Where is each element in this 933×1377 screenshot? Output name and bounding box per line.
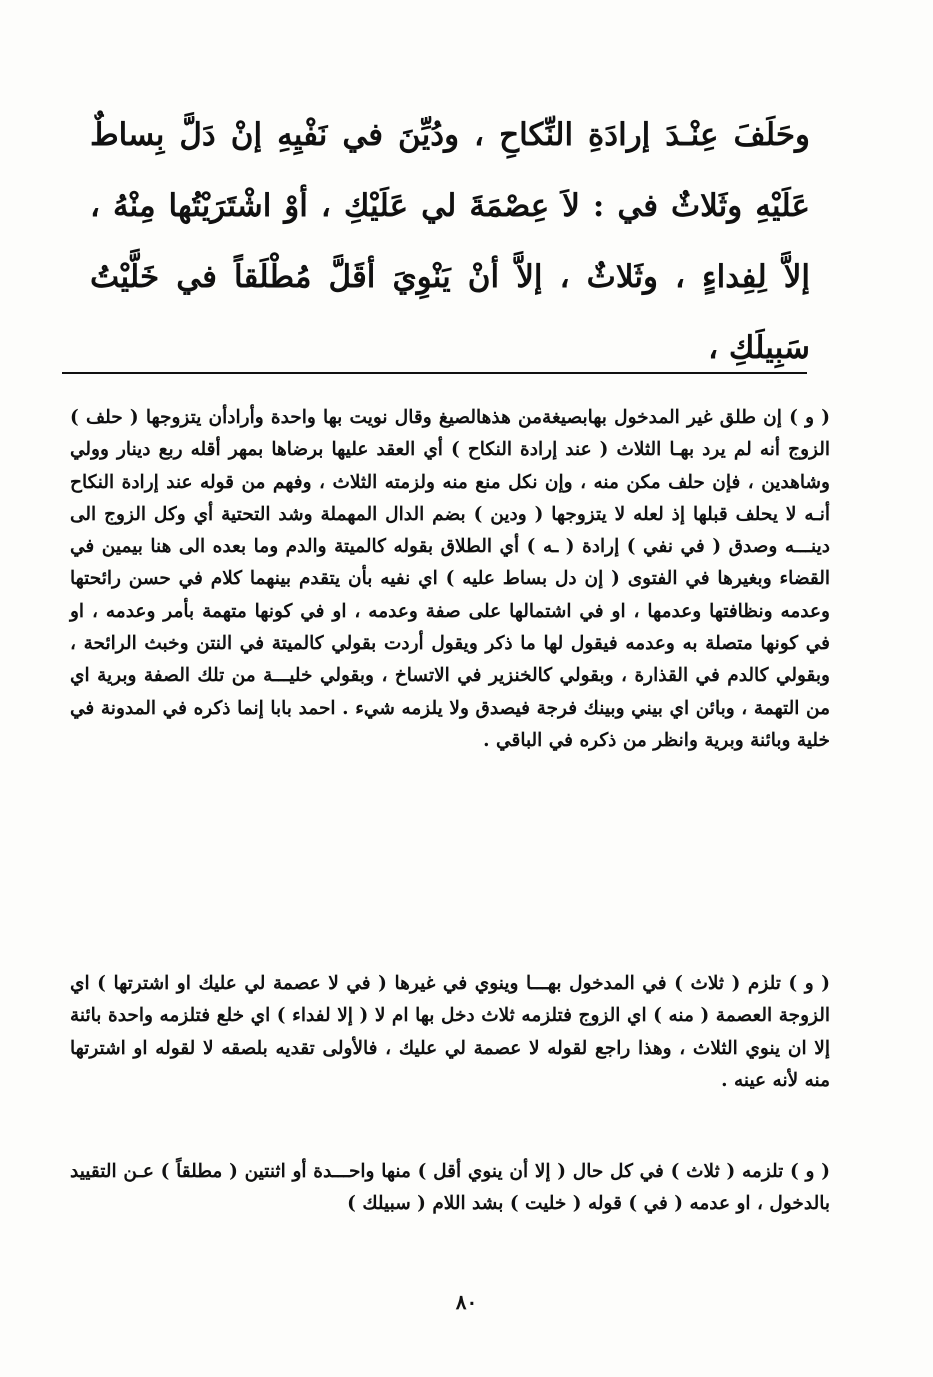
separator-line xyxy=(62,372,807,374)
main-text-block xyxy=(90,100,810,384)
main-text: وحَلَفَ عِنْـدَ إرادَةِ النِّكاحِ ، ودُيِّنَ في نَفْيِهِ إنْ دَلَّ بِساطٌ عَلَيْهِ وثَلاثٌ في : لاَ عِصْمَةَ لي عَلَيْكِ ، أوْ اشْتَرَيْتُها مِنْهُ ، إلاَّ لِفِداءٍ ، وثَلاثٌ ، إلاَّ أنْ يَنْوِيَ أقَلَّ مُطْلَقاً في خَلَّيْتُ سَبِيلَكِ ، xyxy=(90,117,810,366)
commentary-paragraph-2: ( و ) تلزم ( ثلاث ) في المدخول بهـــا وينوي في غيرها ( في لا عصمة لي عليك او اشترتها ) اي الزوجة العصمة ( منه ) اي الزوج فتلزمه ثلاث دخل بها ام لا ( إلا لفداء ) اي خلع فتلزمه واحدة بائنة إلا ان ينوي الثلاث ، وهذا راجع لقوله لا عصمة لي عليك ، فالأولى تقديه بلصقه لا لقوله او اشترتها منه لأنه عينه . xyxy=(70,973,830,1091)
page-number: ٨٠ xyxy=(455,1290,478,1314)
commentary-paragraph-3: ( و ) تلزمه ( ثلاث ) في كل حال ( إلا أن ينوي أقل ) منها واحـــدة أو اثنتين ( مطلقاً ) عـن التقييد بالدخول ، او عدمه ( في ) قوله ( خليت ) بشد اللام ( سبيلك ) xyxy=(70,1161,830,1215)
commentary-paragraph-1: ( و ) إن طلق غير المدخول بهابصيغةمن هذهالصيغ وقال نويت بها واحدة وأرادأن يتزوجها ( حلف ) الزوج أنه لم يرد بهـا الثلاث ( عند إرادة النكاح ) أي العقد عليها برضاها بمهر أقله ربع دينار وولي وشاهدين ، فإن حلف مكن منه ، وإن نكل منع منه ولزمته الثلاث ، وفهم من قوله عند إرادة النكاح أنـه لا يحلف قبلها إذ لعله لا يتزوجها ( ودين ) بضم الدال المهملة وشد التحتية أي وكل الزوج الى دينـــه وصدق ( في نفي ) إرادة ( ـه ) أي الطلاق بقوله كالميتة والدم وما بعده الى هنا بيمين في القضاء وبغيرها في الفتوى ( إن دل بساط عليه ) اي نفيه بأن يتقدم بينهما كلام في حسن رائحتها وعدمه ونظافتها وعدمها ، او في اشتمالها على صفة وعدمه ، او في كونها متهمة بأمر وعدمه ، او في كونها متصلة به وعدمه فيقول لها ما ذكر ويقول أردت بقولي كالميتة في النتن وخبث الرائحة ، وبقولي كالدم في القذارة ، وبقولي كالخنزير في الاتساخ ، وبقولي خليـــة من تلك الصفة وبرية اي من التهمة ، وبائن اي بيني وبينك فرجة فيصدق ولا يلزمه شيء . احمد بابا إنما ذكره في المدونة في خلية وبائنة وبرية وانظر من ذكره في الباقي . xyxy=(70,407,830,751)
